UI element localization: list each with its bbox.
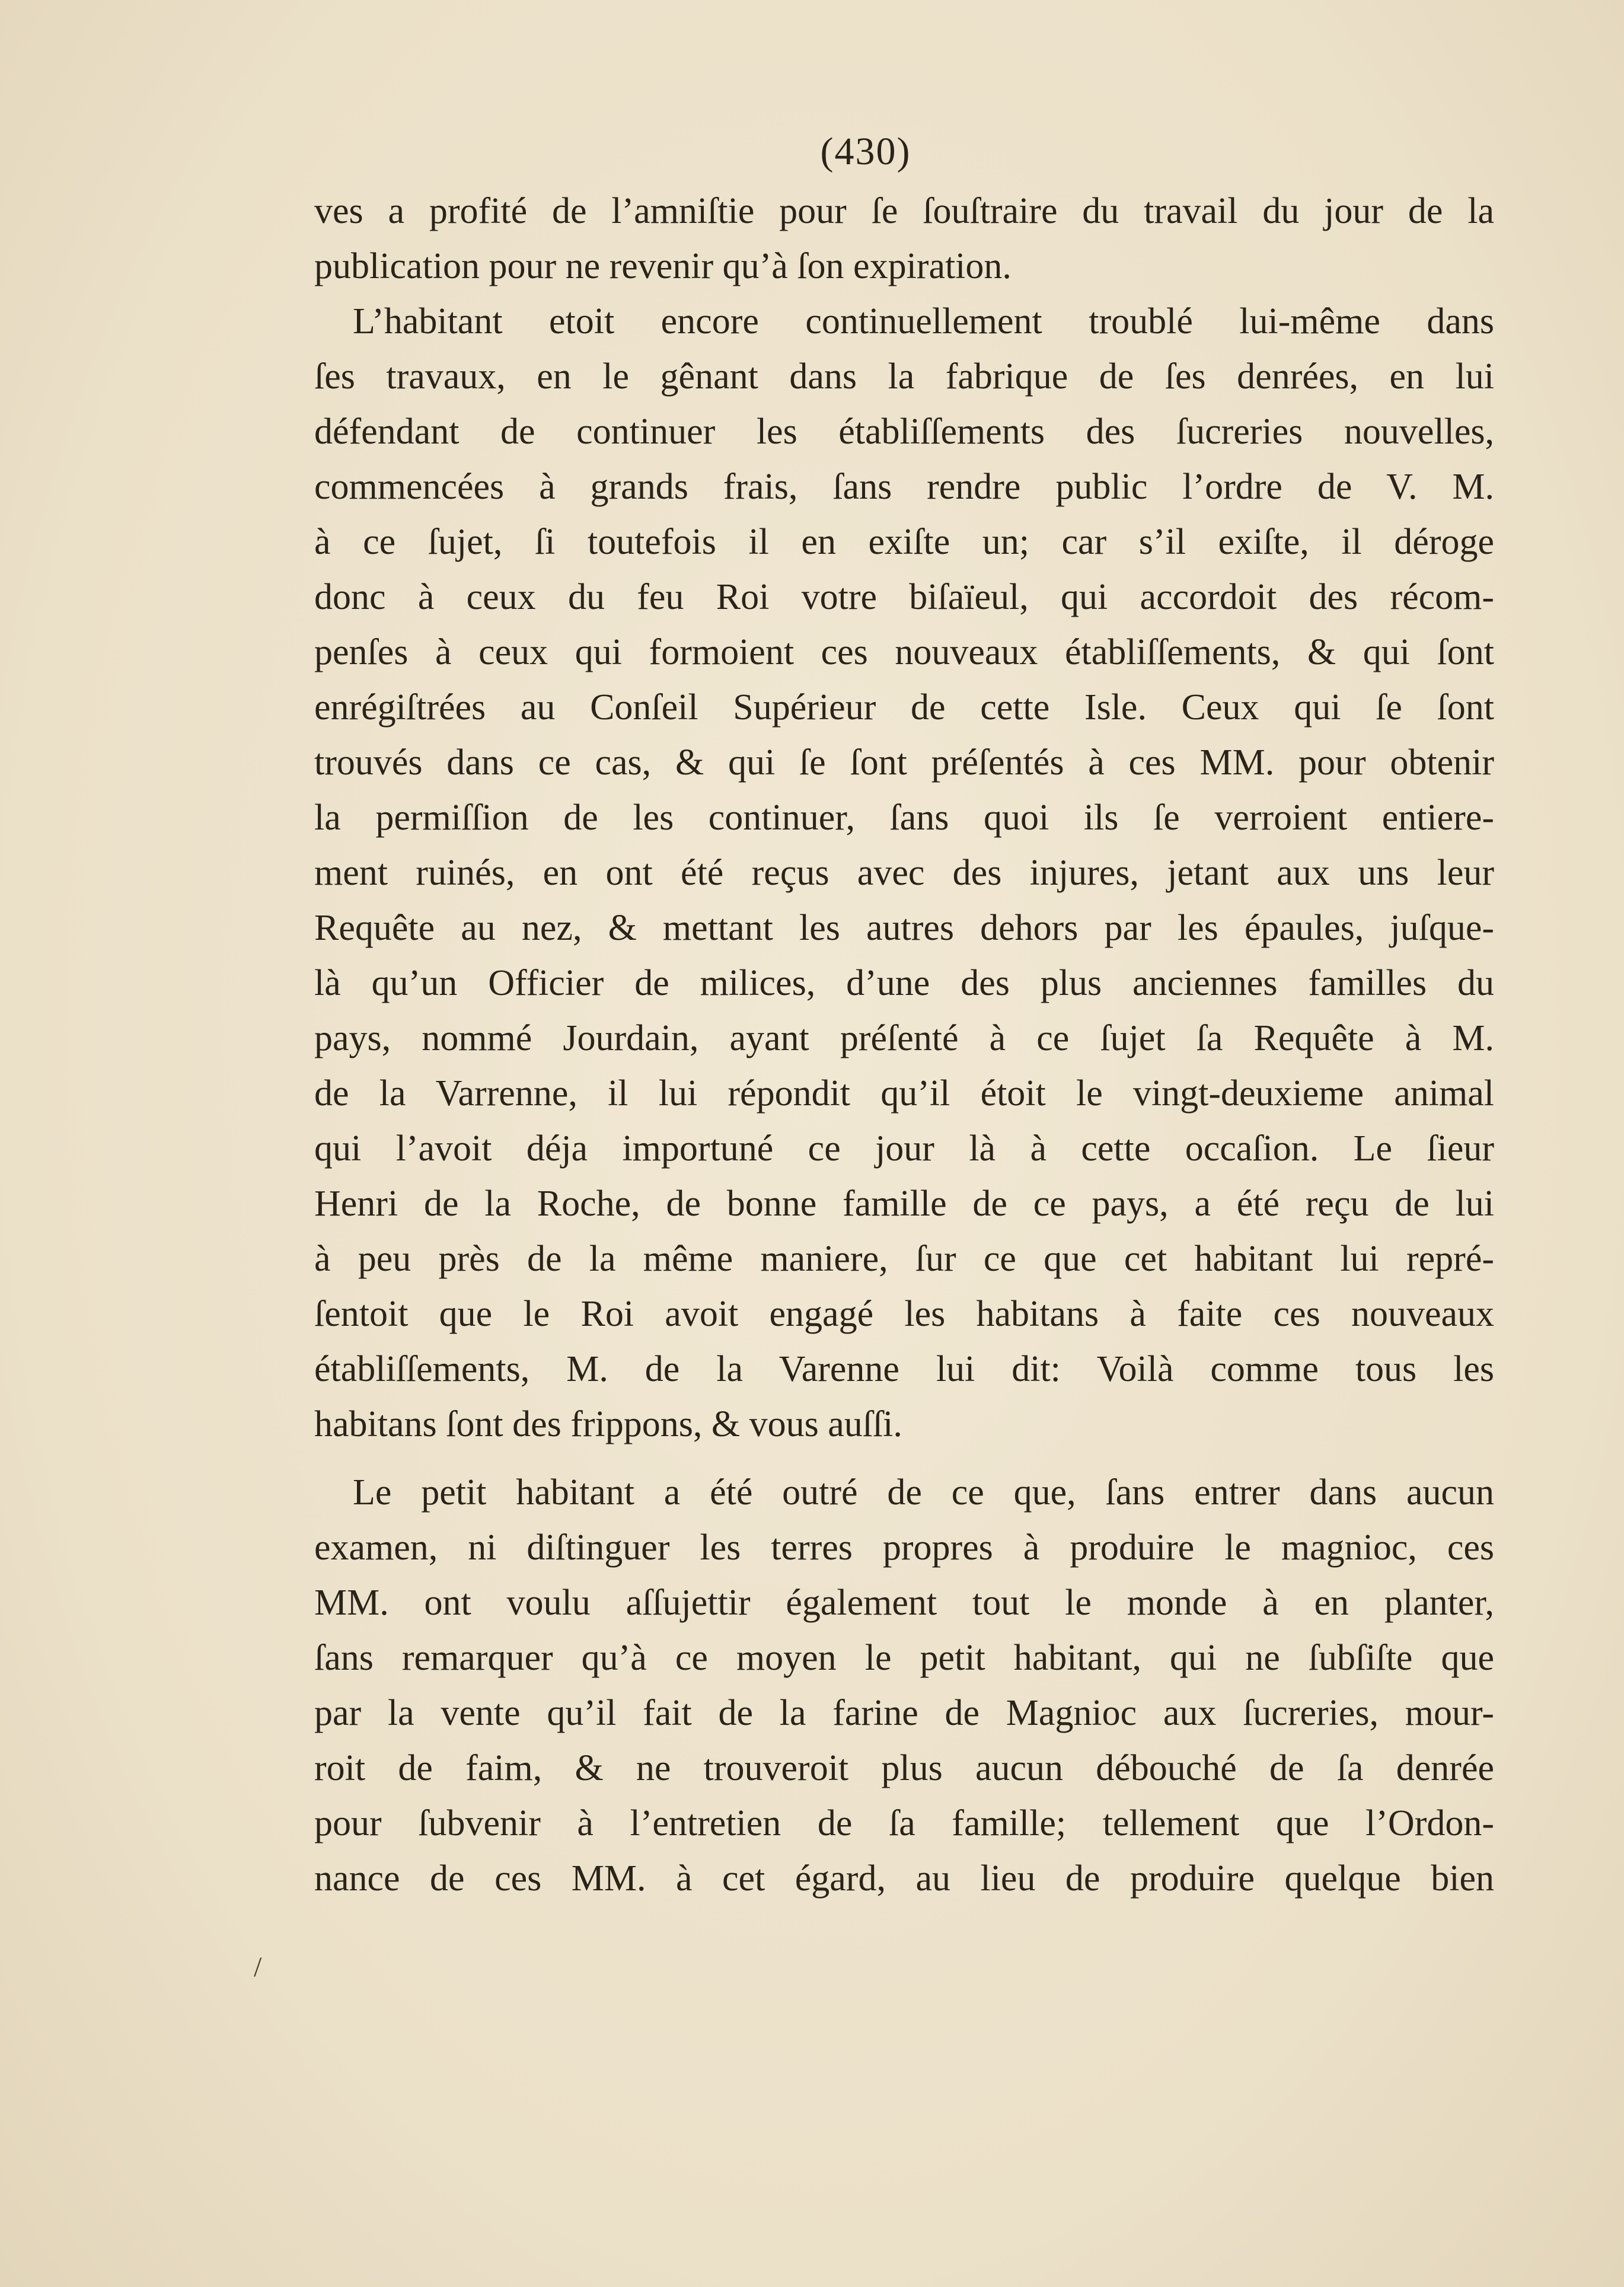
text-line: Henri de la Roche, de bonne famille de ce pays, a été reçu de lui xyxy=(314,1184,1494,1224)
text-line: à peu près de la même maniere, ſur ce que cet habitant lui repré- xyxy=(314,1239,1494,1279)
text-line: publication pour ne revenir qu’à ſon expiration. xyxy=(314,246,1012,286)
text-line: nance de ces MM. à cet égard, au lieu de produire quelque bien xyxy=(314,1858,1494,1899)
text-line: ſans remarquer qu’à ce moyen le petit habitant, qui ne ſubſiſte que xyxy=(314,1638,1494,1678)
text-line: établiſſements, M. de la Varenne lui dit: Voilà comme tous les xyxy=(314,1349,1494,1389)
text-line: ves a profité de l’amniſtie pour ſe ſouſtraire du travail du jour de la xyxy=(314,191,1494,231)
text-line: pays, nommé Jourdain, ayant préſenté à ce ſujet ſa Requête à M. xyxy=(314,1018,1494,1058)
text-line: examen, ni diſtinguer les terres propres à produire le magnioc, ces xyxy=(314,1527,1494,1568)
text-line: là qu’un Officier de milices, d’une des plus anciennes familles du xyxy=(314,963,1494,1003)
text-line: la permiſſion de les continuer, ſans quoi ils ſe verroient entiere- xyxy=(314,798,1494,838)
text-line: Le petit habitant a été outré de ce que, ſans entrer dans aucun xyxy=(353,1472,1494,1513)
text-line: ſes travaux, en le gênant dans la fabrique de ſes denrées, en lui xyxy=(314,356,1494,397)
text-line: habitans ſont des frippons, & vous auſſi. xyxy=(314,1404,902,1444)
text-line: penſes à ceux qui formoient ces nouveaux établiſſements, & qui ſont xyxy=(314,632,1494,672)
body-text xyxy=(314,184,1494,1906)
text-line: défendant de continuer les établiſſements des ſucreries nouvelles, xyxy=(314,412,1494,452)
page-number: (430) xyxy=(820,130,911,173)
text-line: trouvés dans ce cas, & qui ſe ſont préſentés à ces MM. pour obtenir xyxy=(314,742,1494,783)
text-line: roit de faim, & ne trouveroit plus aucun débouché de ſa denrée xyxy=(314,1748,1494,1788)
text-line: pour ſubvenir à l’entretien de ſa famille; tellement que l’Ordon- xyxy=(314,1803,1494,1843)
paragraph-gap xyxy=(314,1452,1494,1465)
text-line: L’habitant etoit encore continuellement troublé lui-même dans xyxy=(353,301,1494,342)
text-line: commencées à grands frais, ſans rendre public l’ordre de V. M. xyxy=(314,467,1494,507)
text-line: Requête au nez, & mettant les autres dehors par les épaules, juſque- xyxy=(314,908,1494,948)
text-line: à ce ſujet, ſi toutefois il en exiſte un; car s’il exiſte, il déroge xyxy=(314,522,1494,562)
text-line: enrégiſtrées au Conſeil Supérieur de cette Isle. Ceux qui ſe ſont xyxy=(314,687,1494,728)
text-line: de la Varrenne, il lui répondit qu’il étoit le vingt-deuxieme animal xyxy=(314,1073,1494,1114)
text-line: par la vente qu’il fait de la farine de Magnioc aux ſucreries, mour- xyxy=(314,1693,1494,1733)
text-line: donc à ceux du feu Roi votre biſaïeul, qui accordoit des récom- xyxy=(314,577,1494,617)
stray-mark: / xyxy=(254,1951,262,1983)
text-line: qui l’avoit déja importuné ce jour là à cette occaſion. Le ſieur xyxy=(314,1128,1494,1169)
text-line: MM. ont voulu aſſujettir également tout le monde à en planter, xyxy=(314,1583,1494,1623)
text-line: ment ruinés, en ont été reçus avec des injures, jetant aux uns leur xyxy=(314,853,1494,893)
text-line: ſentoit que le Roi avoit engagé les habitans à faite ces nouveaux xyxy=(314,1294,1494,1334)
